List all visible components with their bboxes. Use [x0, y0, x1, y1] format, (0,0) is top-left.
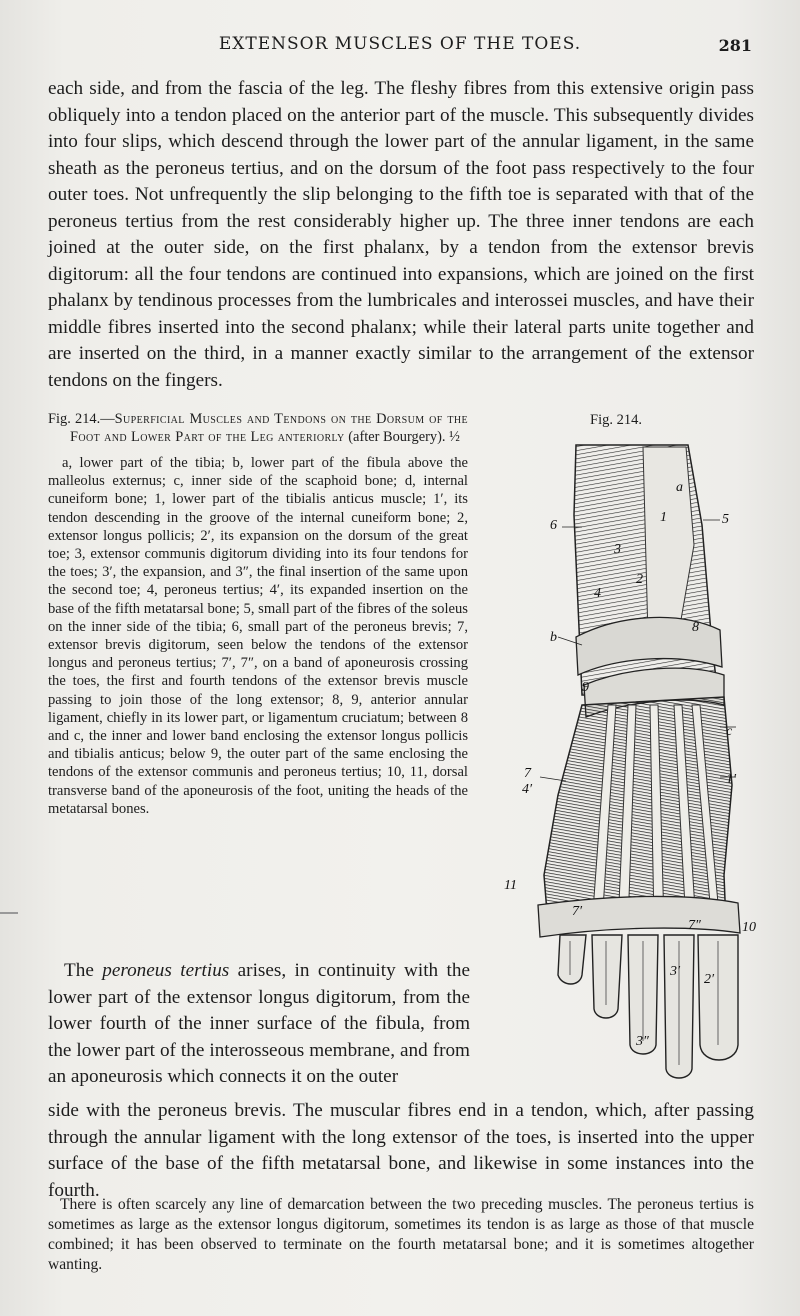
- label-11: 11: [504, 878, 517, 893]
- transverse-band: [538, 896, 740, 937]
- label-3pp: 3″: [636, 1034, 649, 1049]
- label-b: b: [550, 630, 557, 645]
- paragraph-extensor-longus: each side, and from the fascia of the leg. The fleshy fibres from this extensive origin pass obliquely into a tendon placed on the anterior part of the muscle. This subsequently divides into four slips, which descend through the lower part of the annular ligament, in the same sheath as the peroneus tertius, and on the dorsum of the foot pass respectively to the four outer toes. Not unfrequently the slip belonging to the fifth toe is separated with that of the peroneus tertius from the rest considerably higher up. The three inner tendons are each joined at the outer side, on the first phalanx, by a tendon from the extensor brevis digitorum: all the four tendons are continued into expansions, which are joined on the first phalanx by tendinous processes from the lumbricales and interossei muscles, and have their middle fibres inserted into the second phalanx; while their lateral parts unite together and are inserted on the third, in a manner exactly similar to the arrangement of the extensor tendons on the fingers.: [48, 78, 754, 391]
- page-number: 281: [718, 36, 752, 55]
- label-1: 1: [660, 510, 667, 525]
- label-2p: 2′: [704, 972, 715, 987]
- label-1p: 1′: [726, 772, 737, 787]
- label-7p: 7′: [572, 904, 583, 919]
- label-6: 6: [550, 518, 557, 533]
- label-c: c: [726, 724, 733, 739]
- label-a: a: [676, 480, 683, 495]
- p2-lead: The: [64, 960, 103, 981]
- foot-illustration: [488, 405, 768, 1095]
- figure-legend: a, lower part of the tibia; b, lower part of the fibula above the malleolus externus; c, inner side of the scaphoid bone; d, internal cuneiform bone; 1, lower part of the tibialis anticus muscle; 1′, its tendon descending in the groove of the internal cuneiform bone; 2, extensor longus pollicis; 2′, its expansion on the dorsum of the great toe; 3, extensor communis digitorum dividing into its four tendons for the toes; 3′, the expansion, and 3″, the final insertion of the same upon the second toe; 4, peroneus tertius; 4′, its expanded insertion on the base of the fifth metatarsal bone; 5, small part of the fibres of the soleus on the inner side of the tibia; 6, small part of the peroneus brevis; 7, extensor brevis digitorum, seen below the tendons of the extensor longus and peroneus tertius; 7′, 7″, on a band of aponeurosis crossing the toes, the first and fourth tendons of the extensor brevis muscle passing to join those of the long extensor; 8, 9, anterior annular ligament, chiefly in its lower part, or ligamentum cruciatum; between 8 and c, the inner and lower band enclosing the extensor longus pollicis and tibialis anticus; below 9, the outer part of the same enclosing the tendons of the extensor communis and peroneus tertius; 10, 11, dorsal transverse band of the aponeurosis of the foot, uniting the heads of the metatarsal bones.: [48, 455, 468, 817]
- toe-5: [558, 935, 586, 984]
- p2-rest: arises, in continuity with the lower part of the extensor longus digitorum, from the lower fourth of the inner surface of the fibula, from the lower part of the interosseous membrane, and from an aponeurosis which connects it on the outer: [48, 960, 470, 1087]
- label-7pp: 7″: [688, 918, 701, 933]
- label-9: 9: [582, 680, 589, 695]
- label-2: 2: [636, 572, 643, 587]
- label-5: 5: [722, 512, 729, 527]
- figure-label: Fig. 214.: [590, 412, 642, 428]
- running-head: [48, 34, 752, 60]
- label-3p: 3′: [670, 964, 681, 979]
- label-8: 8: [692, 620, 699, 635]
- label-3: 3: [614, 542, 621, 557]
- page-title: EXTENSOR MUSCLES OF THE TOES.: [218, 34, 582, 54]
- figure-caption-heading: Superficial Muscles and Tendons on the Dorsum of the Foot and Lower Part of the Leg anteriorly: [70, 411, 469, 445]
- label-10: 10: [742, 920, 756, 935]
- label-7: 7: [524, 766, 531, 781]
- figure-caption-suffix: (after Bourgery). ½: [344, 429, 460, 445]
- margin-mark: [0, 912, 18, 914]
- toe-4: [592, 935, 622, 1018]
- figure-caption-number: Fig. 214.—: [48, 411, 115, 427]
- label-4p: 4′: [522, 782, 533, 797]
- figure-caption: [48, 410, 468, 818]
- label-4: 4: [594, 586, 601, 601]
- p2-term: peroneus tertius: [102, 960, 230, 981]
- paragraph-peroneus-tertius: [48, 958, 470, 1091]
- paragraph-peroneus-insertion: side with the peroneus brevis. The muscular fibres end in a tendon, which, after passing through the annular ligament with the long extensor of the toes, is inserted into the upper surface of the base of the fifth metatarsal bone, and likewise in some instances into the fourth.: [48, 1100, 754, 1201]
- figure-caption-title: [48, 410, 468, 446]
- paragraph-variations: There is often scarcely any line of demarcation between the two preceding muscles. The peroneus tertius is sometimes as large as the extensor longus digitorum, sometimes its tendon is as large as those of that muscle combined; it has been observed to terminate on the fourth metatarsal bone; and it is sometimes altogether wanting.: [48, 1196, 754, 1273]
